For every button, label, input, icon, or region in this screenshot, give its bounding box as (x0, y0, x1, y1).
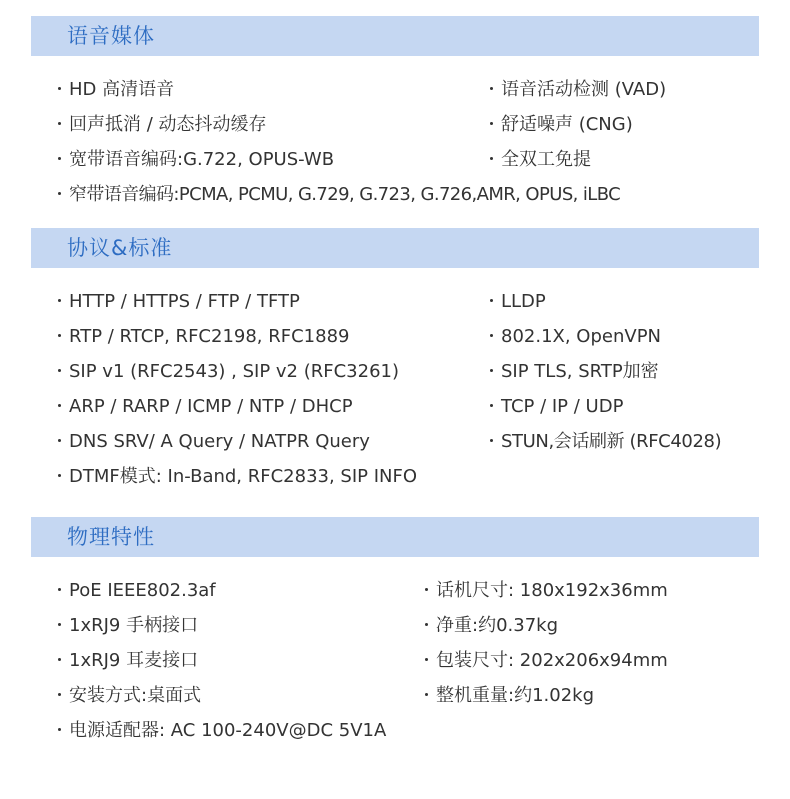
bullet-icon (58, 439, 61, 442)
bullet-icon (58, 157, 61, 160)
list-item: 语音活动检测 (VAD) (490, 78, 666, 102)
section-title: 协议&标准 (67, 236, 173, 260)
list-item: HD 高清语音 (58, 78, 174, 102)
bullet-icon (490, 87, 493, 90)
list-item: 话机尺寸: 180x192x36mm (425, 579, 668, 603)
section-title: 物理特性 (67, 525, 155, 549)
bullet-icon (58, 474, 61, 477)
list-item: 802.1X, OpenVPN (490, 325, 661, 349)
bullet-icon (425, 693, 428, 696)
list-item: 包装尺寸: 202x206x94mm (425, 649, 668, 673)
bullet-icon (490, 334, 493, 337)
section-header-protocols (31, 228, 759, 268)
list-item: DNS SRV/ A Query / NATPR Query (58, 430, 370, 454)
bullet-icon (58, 122, 61, 125)
list-item: 1xRJ9 耳麦接口 (58, 649, 198, 673)
list-item: RTP / RTCP, RFC2198, RFC1889 (58, 325, 349, 349)
section-header-physical (31, 517, 759, 557)
list-item: ARP / RARP / ICMP / NTP / DHCP (58, 395, 353, 419)
list-item: DTMF模式: In-Band, RFC2833, SIP INFO (58, 465, 417, 489)
list-item: 回声抵消 / 动态抖动缓存 (58, 113, 267, 137)
list-item: SIP TLS, SRTP加密 (490, 360, 659, 384)
list-item: LLDP (490, 290, 546, 314)
bullet-icon (490, 157, 493, 160)
bullet-icon (58, 192, 61, 195)
list-item: STUN,会话刷新 (RFC4028) (490, 430, 721, 454)
bullet-icon (58, 404, 61, 407)
list-item: 电源适配器: AC 100-240V@DC 5V1A (58, 719, 386, 743)
bullet-icon (58, 693, 61, 696)
list-item: 净重:约0.37kg (425, 614, 558, 638)
bullet-icon (490, 299, 493, 302)
section-header-voice-media (31, 16, 759, 56)
list-item: 舒适噪声 (CNG) (490, 113, 633, 137)
bullet-icon (58, 369, 61, 372)
list-item: 宽带语音编码:G.722, OPUS-WB (58, 148, 334, 172)
list-item: TCP / IP / UDP (490, 395, 623, 419)
list-item: 整机重量:约1.02kg (425, 684, 594, 708)
bullet-icon (58, 299, 61, 302)
list-item: 窄带语音编码:PCMA, PCMU, G.729, G.723, G.726,AMR, OPUS, iLBC (58, 183, 620, 207)
bullet-icon (425, 623, 428, 626)
bullet-icon (58, 728, 61, 731)
bullet-icon (425, 658, 428, 661)
list-item: 全双工免提 (490, 148, 591, 172)
bullet-icon (58, 658, 61, 661)
bullet-icon (490, 369, 493, 372)
bullet-icon (490, 122, 493, 125)
bullet-icon (58, 588, 61, 591)
bullet-icon (425, 588, 428, 591)
bullet-icon (58, 87, 61, 90)
list-item: 安装方式:桌面式 (58, 684, 201, 708)
list-item: SIP v1 (RFC2543) , SIP v2 (RFC3261) (58, 360, 399, 384)
section-title: 语音媒体 (67, 24, 155, 48)
list-item: HTTP / HTTPS / FTP / TFTP (58, 290, 300, 314)
list-item: PoE IEEE802.3af (58, 579, 216, 603)
bullet-icon (58, 334, 61, 337)
bullet-icon (490, 404, 493, 407)
bullet-icon (490, 439, 493, 442)
list-item: 1xRJ9 手柄接口 (58, 614, 198, 638)
bullet-icon (58, 623, 61, 626)
